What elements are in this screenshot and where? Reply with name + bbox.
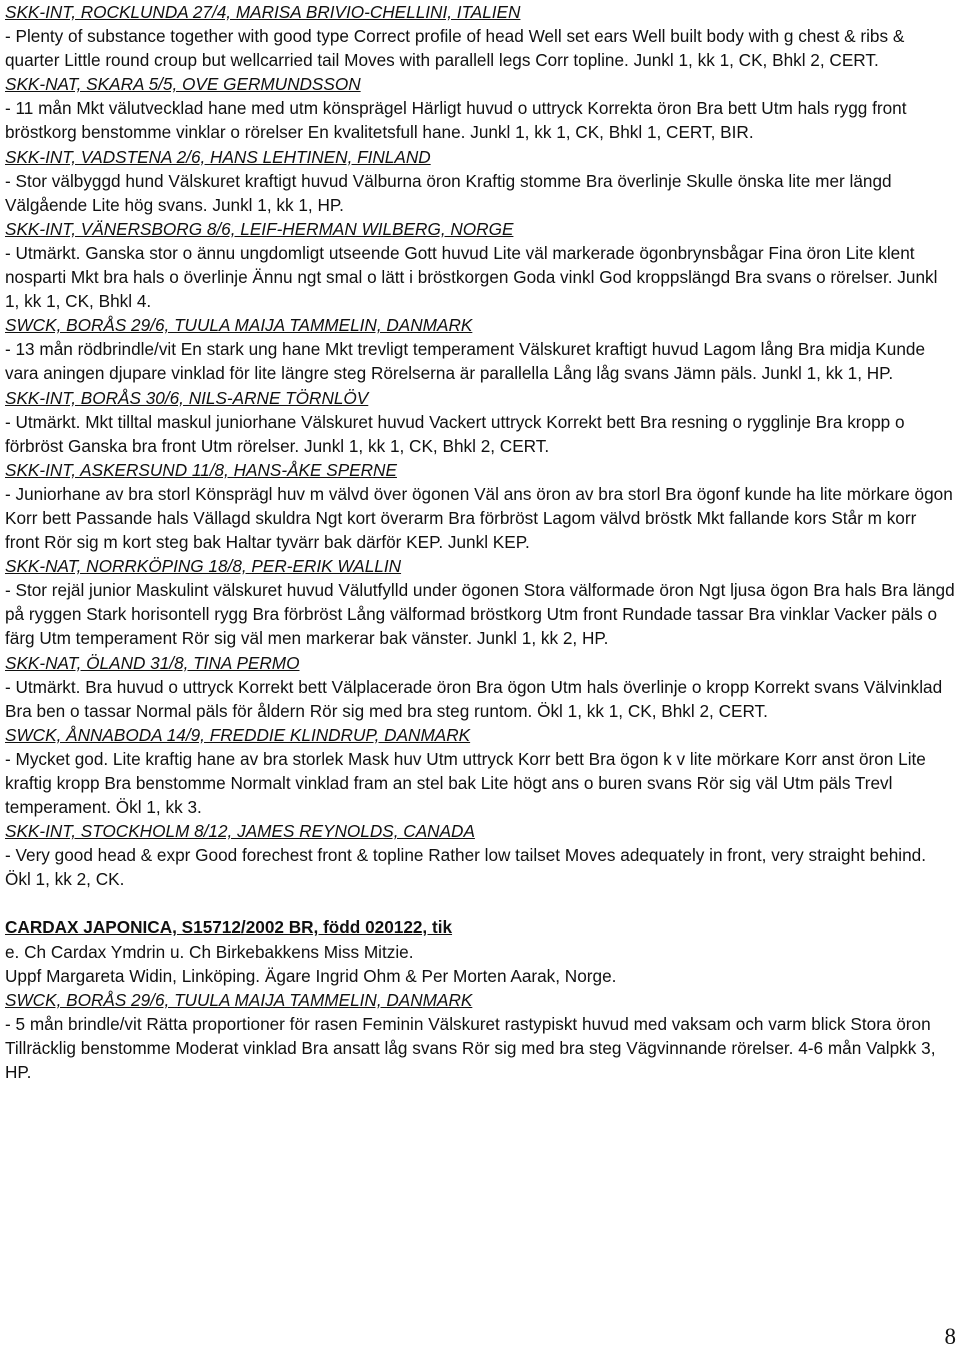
show-heading: SKK-INT, ROCKLUNDA 27/4, MARISA BRIVIO-CHELLINI, ITALIEN <box>5 2 521 22</box>
dog-parents: e. Ch Cardax Ymdrin u. Ch Birkebakkens Miss Mitzie. <box>5 941 414 962</box>
critique-entry <box>5 819 955 891</box>
document-page <box>5 0 955 1084</box>
critique-entry <box>5 217 955 313</box>
show-heading: SKK-INT, BORÅS 30/6, NILS-ARNE TÖRNLÖV <box>5 387 369 408</box>
critique-entry <box>5 0 955 72</box>
critique-text: - 13 mån rödbrindle/vit En stark ung hane Mkt trevligt temperament Välskuret kraftigt huvud Lagom lång Bra midja Kunde vara aningen djupare vinklad för lite längre steg Rörelserna är parallella Lång låg svans Jämn päls. Junkl 1, kk 1, HP. <box>5 339 926 384</box>
critique-text: - Utmärkt. Mkt tilltal maskul juniorhane Välskuret huvud Vackert uttryck Korrekt bett Bra resning o rygglinje Bra kropp o förbröst Ganska bra front Utm rörelser. Junkl 1, kk 1, CK, Bhkl 2, CERT. <box>5 411 905 456</box>
dog-entry <box>5 915 955 987</box>
show-heading: SKK-INT, VADSTENA 2/6, HANS LEHTINEN, FINLAND <box>5 146 431 167</box>
section-spacer <box>5 891 955 915</box>
critique-text: - Plenty of substance together with good type Correct profile of head Well set ears Well built body with g chest & ribs & quarter Little round croup but wellcarried tail Moves with parallell legs Corr topline. Junkl 1, kk 1, CK, Bhkl 2, CERT. <box>5 26 905 71</box>
show-heading: SKK-NAT, SKARA 5/5, OVE GERMUNDSSON <box>5 74 361 95</box>
show-heading: SKK-NAT, NORRKÖPING 18/8, PER-ERIK WALLIN <box>5 556 402 577</box>
show-heading: SWCK, ÅNNABODA 14/9, FREDDIE KLINDRUP, DANMARK <box>5 724 471 745</box>
critique-text: - Utmärkt. Bra huvud o uttryck Korrekt bett Välplacerade öron Bra ögon Utm hals överlinje o kropp Korrekt svans Välvinklad Bra ben o tassar Normal päls för åldern Rör sig med bra steg runtom. Ökl 1, kk 1, CK, Bhkl 2, CERT. <box>5 676 943 721</box>
critique-entry <box>5 313 955 385</box>
dog-title: CARDAX JAPONICA, S15712/2002 BR, född 020122, tik <box>5 917 453 938</box>
critique-text: - Very good head & expr Good forechest front & topline Rather low tailset Moves adequately in front, very straight behind. Ökl 1, kk 2, CK. <box>5 845 926 890</box>
critique-text: - 11 mån Mkt välutvecklad hane med utm könsprägel Härligt huvud o uttryck Korrekta öron Bra bett Utm hals rygg front bröstkorg benstomme vinklar o rörelser En kvalitetsfull hane. Junkl 1, kk 1, CK, Bhkl 1, CERT, BIR. <box>5 98 907 143</box>
critique-text: - Stor rejäl junior Maskulint välskuret huvud Välutfylld under ögonen Stora välformade öron Ngt ljusa ögon Bra hals Bra längd på ryggen Stark horisontell rygg Bra förbröst Lång välformad bröstkorg Utm front Rundade tassar Bra vinklar Vacker päls o färg Utm temperament Rör sig väl men markerar bak vänster. Junkl 1, kk 2, HP. <box>5 580 955 649</box>
critique-text: - Stor välbyggd hund Välskuret kraftigt huvud Välburna öron Kraftig stomme Bra överlinje Skulle önska lite mer längd Välgående Lite hög svans. Junkl 1, kk 1, HP. <box>5 170 892 215</box>
show-heading: SKK-INT, STOCKHOLM 8/12, JAMES REYNOLDS, CANADA <box>5 821 475 842</box>
critique-text: - Utmärkt. Ganska stor o ännu ungdomligt utseende Gott huvud Lite väl markerade ögonbrynsbågar Fina öron Lite klent nosparti Mkt bra hals o överlinje Ännu ngt smal o lätt i bröstkorgen Goda vinkl God kroppslängd Bra svans o rörelser. Junkl 1, kk 1, CK, Bhkl 4. <box>5 242 938 312</box>
critique-text: - 5 mån brindle/vit Rätta proportioner för rasen Feminin Välskuret rastypiskt huvud med vaksam och varm blick Stora öron Tillräcklig benstomme Moderat vinklad Bra ansatt låg svans Rör sig med bra steg Vägvinnande rörelser. 4-6 mån Valpkk 3, HP. <box>5 1013 936 1083</box>
show-heading: SKK-INT, ASKERSUND 11/8, HANS-ÅKE SPERNE <box>5 459 397 480</box>
critique-entry <box>5 458 955 554</box>
critique-entry <box>5 723 955 819</box>
critique-entry <box>5 386 955 458</box>
show-heading: SKK-INT, VÄNERSBORG 8/6, LEIF-HERMAN WILBERG, NORGE <box>5 218 514 239</box>
critique-entry <box>5 651 955 723</box>
critique-entry <box>5 988 955 1084</box>
critique-entry <box>5 145 955 217</box>
critique-text: - Juniorhane av bra storl Könsprägl huv m välvd över ögonen Väl ans öron av bra storl Bra ögonf kunde ha lite mörkare ögon Korr bett Passande hals Vällagd skuldra Ngt kort överarm Bra förbröst Lagom välvd bröstk Mkt fallande kors Står m korr front Rör sig m kort steg bak Haltar tyvärr bak därför KEP. Junkl KEP. <box>5 483 953 553</box>
show-heading: SWCK, BORÅS 29/6, TUULA MAIJA TAMMELIN, DANMARK <box>5 315 473 336</box>
show-heading: SWCK, BORÅS 29/6, TUULA MAIJA TAMMELIN, DANMARK <box>5 989 473 1010</box>
page-number: 8 <box>944 1324 956 1349</box>
show-heading: SKK-NAT, ÖLAND 31/8, TINA PERMO <box>5 652 300 673</box>
critique-entry <box>5 554 955 650</box>
critique-entry <box>5 72 955 144</box>
dog-breeder-owner: Uppf Margareta Widin, Linköping. Ägare Ingrid Ohm & Per Morten Aarak, Norge. <box>5 965 617 986</box>
critique-text: - Mycket god. Lite kraftig hane av bra storlek Mask huv Utm uttryck Korr bett Bra ögon k v lite mörkare Korr anst öron Lite kraftig kropp Bra benstomme Normalt vinklad fram an stel bak Lite högt ans o buren svans Rör sig väl Utm päls Trevl temperament. Ökl 1, kk 3. <box>5 748 926 818</box>
